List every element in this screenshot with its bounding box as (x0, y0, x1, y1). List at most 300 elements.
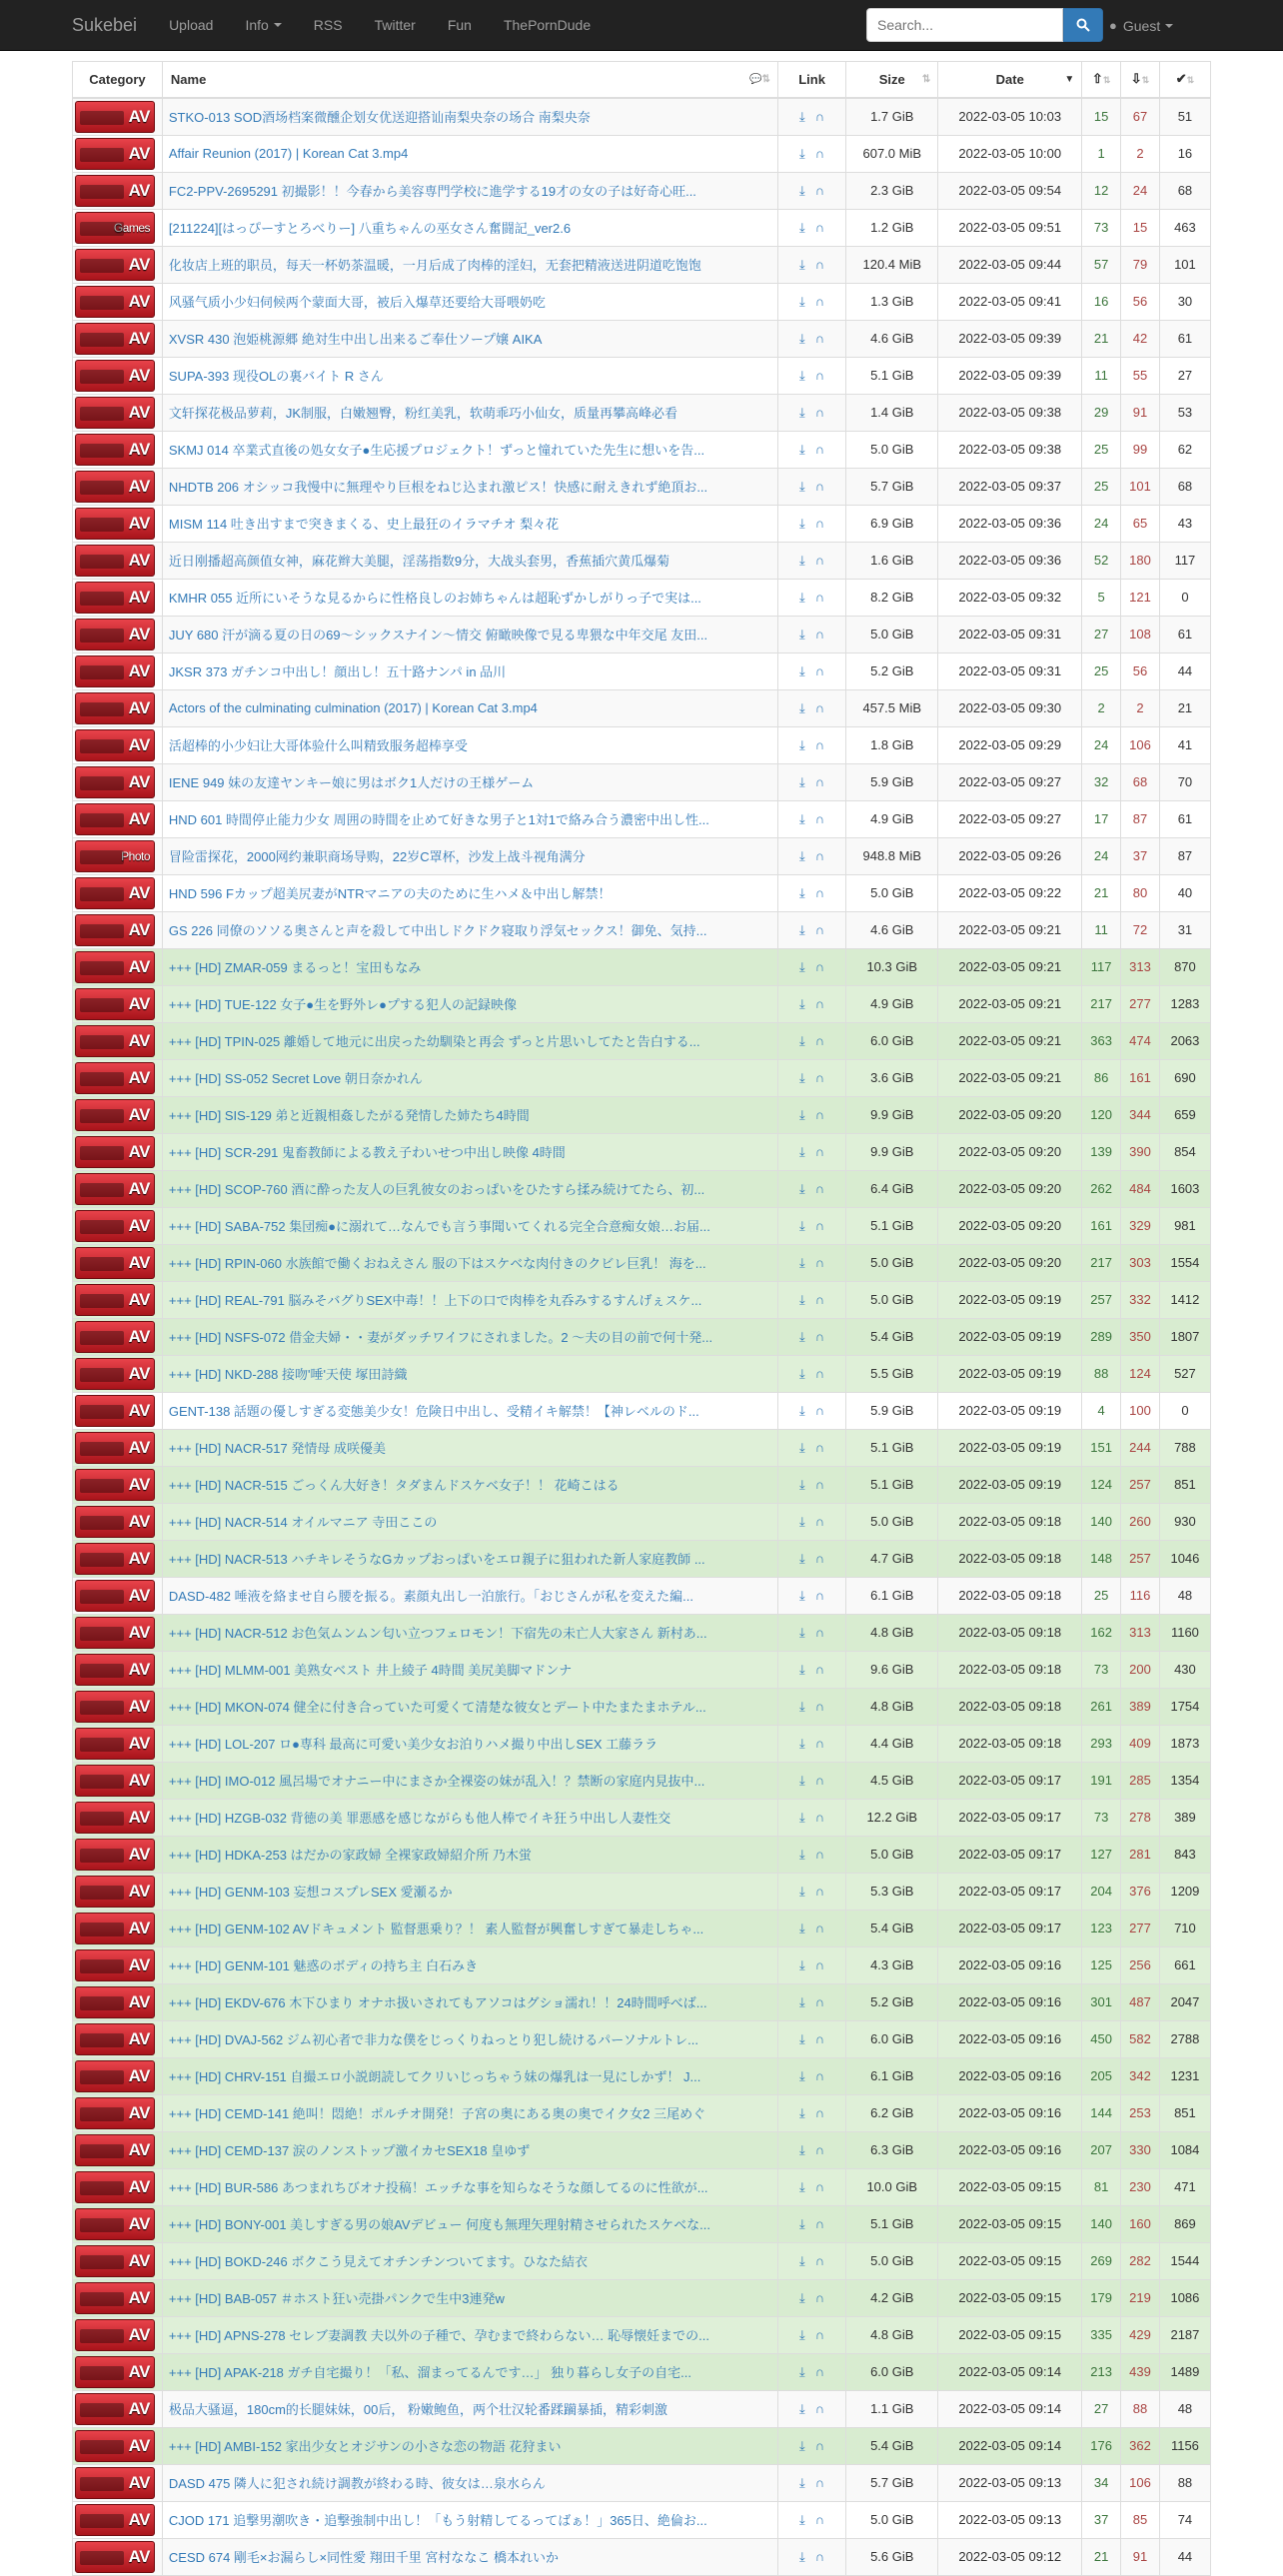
torrent-name-link[interactable]: +++ [HD] BOKD-246 ボクこう見えてオチンチンついてます。ひなた結衣 (168, 2254, 589, 2269)
category-badge[interactable]: AV (75, 951, 155, 983)
category-badge[interactable]: AV (75, 2504, 155, 2536)
category-badge[interactable]: AV (75, 988, 155, 1020)
download-icon[interactable]: ⤓ (799, 1180, 805, 1196)
torrent-name-link[interactable]: +++ [HD] APAK-218 ガチ自宅撮り！「私、溜まってるんです…」 独り暮らし女子の自宅... (168, 2365, 691, 2380)
torrent-name-link[interactable]: +++ [HD] HZGB-032 背徳の美 罪悪感を感じながらも他人棒でイキ狂う中出し人妻性交 (168, 1811, 671, 1826)
download-icon[interactable]: ⤓ (799, 1809, 805, 1825)
download-icon[interactable]: ⤓ (799, 1772, 805, 1788)
search-input[interactable] (866, 8, 1063, 42)
category-badge[interactable]: AV (75, 1469, 155, 1501)
download-icon[interactable]: ⤓ (799, 1328, 805, 1344)
size-cell: 5.1 GiB (846, 2205, 938, 2242)
magnet-icon[interactable]: ∩ (814, 2104, 825, 2120)
search-button[interactable] (1063, 8, 1103, 42)
download-icon[interactable]: ⤓ (799, 478, 805, 494)
magnet-icon[interactable]: ∩ (814, 2252, 825, 2268)
magnet-icon[interactable]: ∩ (814, 293, 825, 309)
magnet-icon[interactable]: ∩ (814, 1920, 825, 1935)
download-icon[interactable]: ⤓ (799, 108, 805, 124)
category-cell (73, 1577, 163, 1614)
magnet-icon[interactable]: ∩ (814, 1402, 825, 1418)
magnet-icon[interactable]: ∩ (814, 1587, 825, 1603)
category-badge[interactable]: AV (75, 2282, 155, 2314)
torrent-name-link[interactable]: +++ [HD] AMBI-152 家出少女とオジサンの小さな恋の物語 花狩まい (168, 2439, 562, 2454)
torrent-name-link[interactable]: +++ [HD] EKDV-676 木下ひまり オナホ扱いされてもアソコはグショ濡れ！！24時間呼べば... (168, 1995, 707, 2010)
category-badge[interactable]: AV (75, 2319, 155, 2351)
torrent-name-link[interactable]: +++ [HD] NACR-515 ごっくん大好き！タダまんドスケベ女子！！ 花崎こはる (168, 1478, 620, 1493)
download-icon[interactable]: ⤓ (799, 1698, 805, 1714)
download-icon[interactable]: ⤓ (799, 2104, 805, 2120)
magnet-icon[interactable]: ∩ (814, 515, 825, 531)
category-badge[interactable]: AV (75, 1247, 155, 1279)
magnet-icon[interactable]: ∩ (814, 2289, 825, 2305)
nav-theporndude[interactable]: ThePornDude (503, 17, 592, 33)
magnet-icon[interactable]: ∩ (814, 810, 825, 826)
torrent-name-link[interactable]: CESD 674 剛毛×お漏らし×同性愛 翔田千里 宮村ななこ 橋本れいか (168, 2550, 559, 2565)
magnet-icon[interactable]: ∩ (814, 1883, 825, 1899)
leechers-cell: 281 (1121, 1836, 1160, 1873)
category-badge[interactable]: AV (75, 545, 155, 577)
category-badge[interactable]: AV (75, 2430, 155, 2462)
torrent-name-link[interactable]: +++ [HD] NACR-513 ハチキレそうなGカップおっぱいをエロ親子に狙われた新人家庭教師 ... (168, 1552, 705, 1567)
magnet-icon[interactable]: ∩ (814, 884, 825, 900)
download-icon[interactable]: ⤓ (799, 2400, 805, 2416)
magnet-icon[interactable]: ∩ (814, 1439, 825, 1455)
magnet-icon[interactable]: ∩ (814, 2067, 825, 2083)
download-icon[interactable]: ⤓ (799, 1365, 805, 1381)
torrent-name-link[interactable]: +++ [HD] IMO-012 風呂場でオナニー中にまさか全裸姿の妹が乱入！？禁断の家庭内見抜中... (168, 1774, 705, 1789)
torrent-name-link[interactable]: +++ [HD] APNS-278 セレブ妻調教 夫以外の子種で、孕むまで終わらない… 恥辱懐妊までの... (168, 2328, 710, 2343)
torrent-name-link[interactable]: +++ [HD] SABA-752 集団痴●に溺れて…なんでも言う事聞いてくれる完全合意痴女娘…お届... (168, 1219, 710, 1234)
download-icon[interactable]: ⤓ (799, 2178, 805, 2194)
torrent-name-link[interactable]: +++ [HD] RPIN-060 水族館で働くおねえさん 服の下はスケベな肉付きのクビレ巨乳！ 海を... (168, 1256, 706, 1271)
torrent-name-link[interactable]: SUPA-393 现役OLの裏バイト R さん (168, 369, 384, 384)
torrent-name-link[interactable]: +++ [HD] LOL-207 ロ●専科 最高に可愛い美少女お泊りハメ撮り中出しSEX 工藤ララ (168, 1737, 658, 1752)
category-badge[interactable]: AV (75, 1025, 155, 1057)
magnet-icon[interactable]: ∩ (814, 2363, 825, 2379)
download-icon[interactable]: ⤓ (799, 810, 805, 826)
download-icon[interactable]: ⤓ (799, 1032, 805, 1048)
download-icon[interactable]: ⤓ (799, 884, 805, 900)
torrent-name-link[interactable]: +++ [HD] NACR-514 オイルマニア 寺田ここの (168, 1515, 438, 1530)
magnet-icon[interactable]: ∩ (814, 1143, 825, 1159)
torrent-name-link[interactable]: IENE 949 妹の友達ヤンキー娘に男はボク1人だけの王様ゲーム (168, 775, 535, 790)
category-badge[interactable]: AV (75, 2467, 155, 2499)
download-icon[interactable]: ⤓ (799, 1587, 805, 1603)
download-icon[interactable]: ⤓ (799, 921, 805, 937)
magnet-icon[interactable]: ∩ (814, 1993, 825, 2009)
torrent-name-link[interactable]: +++ [HD] BAB-057 ＃ホスト狂い売掛パンクで生中3連発w (168, 2291, 505, 2306)
magnet-icon[interactable]: ∩ (814, 1809, 825, 1825)
category-badge[interactable]: AV (75, 1839, 155, 1871)
header-name[interactable] (162, 62, 777, 98)
magnet-icon[interactable]: ∩ (814, 1735, 825, 1751)
torrent-name-link[interactable]: Affair Reunion (2017) | Korean Cat 3.mp4 (168, 146, 409, 161)
category-badge[interactable]: AV (75, 1580, 155, 1612)
category-badge[interactable]: AV (75, 619, 155, 650)
download-icon[interactable]: ⤓ (799, 367, 805, 383)
torrent-name-link[interactable]: DASD-482 唾液を絡ませ自ら腰を振る。素顔丸出し一泊旅行。「おじさんが私を変えた編... (168, 1589, 693, 1604)
torrent-name-link[interactable]: +++ [HD] BONY-001 美しすぎる男の娘AVデビュー 何度も無理矢理射精させられたスケベな... (168, 2217, 710, 2232)
torrent-name-link[interactable]: NHDTB 206 オシッコ我慢中に無理やり巨根をねじ込まれ激ピス！快感に耐えきれず絶頂お... (168, 480, 708, 495)
download-icon[interactable]: ⤓ (799, 2030, 805, 2046)
download-icon[interactable]: ⤓ (799, 589, 805, 605)
magnet-icon[interactable]: ∩ (814, 1698, 825, 1714)
magnet-icon[interactable]: ∩ (814, 108, 825, 124)
category-badge[interactable]: AV (75, 1876, 155, 1908)
torrent-name-link[interactable]: SKMJ 014 卒業式直後の処女女子●生応援プロジェクト！ずっと憧れていた先生に想いを告... (168, 443, 705, 458)
category-badge[interactable]: AV (75, 508, 155, 540)
magnet-icon[interactable]: ∩ (814, 626, 825, 642)
category-badge[interactable]: AV (75, 914, 155, 946)
torrent-name-link[interactable]: +++ [HD] BUR-586 あつまれちびオナ投稿！エッチな事を知らなそうな顔してるのに性欲が... (168, 2180, 708, 2195)
category-badge[interactable]: AV (75, 2245, 155, 2277)
comments-sort-icon[interactable]: 💬⇅ (749, 74, 770, 85)
magnet-icon[interactable]: ∩ (814, 1772, 825, 1788)
download-icon[interactable]: ⤓ (799, 256, 805, 272)
download-icon[interactable]: ⤓ (799, 293, 805, 309)
magnet-icon[interactable]: ∩ (814, 2548, 825, 2564)
category-badge[interactable]: AV (75, 2023, 155, 2055)
download-icon[interactable]: ⤓ (799, 1143, 805, 1159)
torrent-name-link[interactable]: +++ [HD] NACR-512 お色気ムンムン匂い立つフェロモン！下宿先の未亡人大家さん 新村あ... (168, 1626, 707, 1641)
category-badge[interactable]: AV (75, 1506, 155, 1538)
date-cell: 2022-03-05 09:38 (938, 394, 1082, 431)
magnet-icon[interactable]: ∩ (814, 1106, 825, 1122)
torrent-name-link[interactable]: 文轩探花极品萝莉，JK制服，白嫩翘臀，粉红美乳，软萌乖巧小仙女，质量再攀高峰必看 (168, 406, 678, 421)
download-icon[interactable]: ⤓ (799, 145, 805, 161)
category-badge[interactable]: AV (75, 1617, 155, 1649)
download-icon[interactable]: ⤓ (799, 2252, 805, 2268)
category-badge[interactable]: AV (75, 1654, 155, 1686)
download-icon[interactable]: ⤓ (799, 1476, 805, 1492)
magnet-icon[interactable]: ∩ (814, 552, 825, 568)
download-icon[interactable]: ⤓ (799, 699, 805, 715)
magnet-icon[interactable]: ∩ (814, 921, 825, 937)
header-seeders[interactable] (1082, 62, 1121, 98)
torrent-name-link[interactable]: HND 596 Fカップ超美尻妻がNTRマニアの夫のために生ハメ＆中出し解禁！ (168, 886, 612, 901)
torrent-name-link[interactable]: +++ [HD] SCR-291 鬼畜教師による教え子わいせつ中出し映像 4時間 (168, 1145, 566, 1160)
torrent-name-link[interactable]: +++ [HD] NACR-517 発情母 成咲優美 (168, 1441, 386, 1456)
torrent-name-link[interactable]: DASD 475 隣人に犯され続け調教が終わる時、彼女は…泉水らん (168, 2476, 546, 2491)
magnet-icon[interactable]: ∩ (814, 1513, 825, 1529)
category-badge[interactable]: Games (75, 212, 155, 244)
torrent-name-link[interactable]: +++ [HD] TUE-122 女子●生を野外レ●プする犯人の記録映像 (168, 997, 517, 1012)
table-row (73, 1836, 1211, 1873)
magnet-icon[interactable]: ∩ (814, 2178, 825, 2194)
torrent-name-link[interactable]: +++ [HD] MKON-074 健全に付き合っていた可愛くて清楚な彼女とデート中たまたまホテル... (168, 1700, 706, 1715)
download-icon[interactable]: ⤓ (799, 330, 805, 346)
torrent-name-link[interactable]: Actors of the culminating culmination (2017) | Korean Cat 3.mp4 (168, 700, 538, 715)
download-icon[interactable]: ⤓ (799, 1956, 805, 1972)
download-icon[interactable]: ⤓ (799, 995, 805, 1011)
category-badge[interactable]: AV (75, 1358, 155, 1390)
category-badge[interactable]: AV (75, 434, 155, 466)
download-icon[interactable]: ⤓ (799, 1846, 805, 1862)
torrent-name-link[interactable]: [211224][はっぴーすとろべりー] 八重ちゃんの巫女さん奮闘記_ver2.6 (168, 221, 572, 236)
category-badge[interactable]: AV (75, 1284, 155, 1316)
leechers-cell: 180 (1121, 542, 1160, 579)
category-badge[interactable]: AV (75, 655, 155, 687)
download-icon[interactable]: ⤓ (799, 2141, 805, 2157)
torrent-name-link[interactable]: GENT-138 話題の優しすぎる変態美少女！危険日中出し、受精イキ解禁！【神レベルのド... (168, 1404, 699, 1419)
magnet-icon[interactable]: ∩ (814, 773, 825, 789)
download-icon[interactable]: ⤓ (799, 2289, 805, 2305)
torrent-name-link[interactable]: +++ [HD] SCOP-760 酒に酔った友人の巨乳彼女のおっぱいをひたすら揉み続けてたら、初... (168, 1182, 705, 1197)
download-icon[interactable]: ⤓ (799, 2067, 805, 2083)
magnet-icon[interactable]: ∩ (814, 182, 825, 198)
category-badge[interactable]: AV (75, 1949, 155, 1981)
torrent-name-link[interactable]: HND 601 時間停止能力少女 周囲の時間を止めて好きな男子と1対1で絡み合う濃密中出し性... (168, 812, 709, 827)
category-badge[interactable]: AV (75, 2356, 155, 2388)
category-badge[interactable]: AV (75, 2171, 155, 2203)
links-cell (777, 1207, 845, 1244)
magnet-icon[interactable]: ∩ (814, 404, 825, 420)
magnet-icon[interactable]: ∩ (814, 2215, 825, 2231)
magnet-icon[interactable]: ∩ (814, 2400, 825, 2416)
nav-rss[interactable]: RSS (313, 17, 343, 33)
torrent-name-link[interactable]: +++ [HD] NKD-288 接吻'唾'天使 塚田詩織 (168, 1367, 408, 1382)
download-icon[interactable]: ⤓ (799, 1106, 805, 1122)
magnet-icon[interactable]: ∩ (814, 1365, 825, 1381)
torrent-name-link[interactable]: +++ [HD] SS-052 Secret Love 朝日奈かれん (168, 1071, 423, 1086)
category-badge[interactable]: AV (75, 101, 155, 133)
header-size[interactable] (846, 62, 938, 98)
category-badge[interactable]: AV (75, 2060, 155, 2092)
torrent-name-link[interactable]: JKSR 373 ガチンコ中出し！顔出し！五十路ナンパ in 品川 (168, 664, 507, 679)
magnet-icon[interactable]: ∩ (814, 367, 825, 383)
category-badge[interactable]: AV (75, 1728, 155, 1760)
torrent-name-link[interactable]: JUY 680 汗が滴る夏の日の69～シックスナイン～情交 俯瞰映像で見る卑猥な中年交尾 友田... (168, 628, 708, 643)
magnet-icon[interactable]: ∩ (814, 256, 825, 272)
category-badge[interactable]: AV (75, 1210, 155, 1242)
download-icon[interactable]: ⤓ (799, 2326, 805, 2342)
header-date[interactable] (938, 62, 1082, 98)
category-badge[interactable]: AV (75, 471, 155, 503)
links-cell (777, 2168, 845, 2205)
magnet-icon[interactable]: ∩ (814, 736, 825, 752)
torrent-name-link[interactable]: +++ [HD] HDKA-253 はだかの家政婦 全裸家政婦紹介所 乃木蛍 (168, 1848, 532, 1863)
nav-info[interactable] (245, 17, 281, 33)
torrent-name-link[interactable]: MISM 114 吐き出すまで突きまくる、史上最狂のイラマチオ 梨々花 (168, 517, 560, 532)
magnet-icon[interactable]: ∩ (814, 847, 825, 863)
category-badge[interactable]: AV (75, 1136, 155, 1168)
magnet-icon[interactable]: ∩ (814, 662, 825, 678)
magnet-icon[interactable]: ∩ (814, 478, 825, 494)
category-badge[interactable]: AV (75, 692, 155, 724)
torrent-name-link[interactable]: CJOD 171 追撃男潮吹き・追撃強制中出し！「もう射精してるってばぁ！」365日、絶倫お... (168, 2513, 707, 2528)
magnet-icon[interactable]: ∩ (814, 1032, 825, 1048)
torrent-name-link[interactable]: 近日刚播超高颜值女神，麻花辫大美腿，淫荡指数9分，大战头套男，香蕉插穴黄瓜爆菊 (168, 554, 670, 569)
torrent-name-link[interactable]: +++ [HD] GENM-103 妄想コスプレSEX 愛瀬るか (168, 1885, 453, 1900)
magnet-icon[interactable]: ∩ (814, 330, 825, 346)
category-badge[interactable]: AV (75, 1691, 155, 1723)
magnet-icon[interactable]: ∩ (814, 958, 825, 974)
torrent-name-link[interactable]: 极品大骚逼，180cm的长腿妹妹，00后， 粉嫩鲍鱼，两个壮汉轮番蹂躏暴插，精彩刺激 (168, 2402, 667, 2417)
torrent-name-link[interactable]: +++ [HD] CHRV-151 自撮エロ小説朗読してクリいじっちゃう妹の爆乳は一見にしかず！ J... (168, 2069, 701, 2084)
download-icon[interactable]: ⤓ (799, 2548, 805, 2564)
magnet-icon[interactable]: ∩ (814, 2141, 825, 2157)
download-icon[interactable]: ⤓ (799, 1883, 805, 1899)
magnet-icon[interactable]: ∩ (814, 1846, 825, 1862)
magnet-icon[interactable]: ∩ (814, 1291, 825, 1307)
torrent-name-link[interactable]: 风骚气质小少妇伺候两个蒙面大哥，被后入爆草还要给大哥喂奶吃 (168, 295, 546, 310)
torrent-name-link[interactable]: 冒险雷探花，2000网约兼职商场导购，22岁C罩杯，沙发上战斗视角满分 (168, 849, 586, 864)
category-badge[interactable]: AV (75, 2393, 155, 2425)
download-icon[interactable]: ⤓ (799, 2363, 805, 2379)
header-leechers[interactable] (1121, 62, 1160, 98)
name-cell (162, 357, 777, 394)
category-badge[interactable]: AV (75, 2208, 155, 2240)
download-icon[interactable]: ⤓ (799, 1920, 805, 1935)
download-icon[interactable]: ⤓ (799, 219, 805, 235)
nav-fun[interactable]: Fun (447, 17, 472, 33)
download-icon[interactable]: ⤓ (799, 1217, 805, 1233)
magnet-icon[interactable]: ∩ (814, 1550, 825, 1566)
leechers-cell: 88 (1121, 2390, 1160, 2427)
completed-cell: 869 (1159, 2205, 1210, 2242)
magnet-icon[interactable]: ∩ (814, 1328, 825, 1344)
download-icon[interactable]: ⤓ (799, 1513, 805, 1529)
download-icon[interactable]: ⤓ (799, 2511, 805, 2527)
category-badge[interactable]: AV (75, 1543, 155, 1575)
magnet-icon[interactable]: ∩ (814, 219, 825, 235)
category-badge[interactable]: AV (75, 1432, 155, 1464)
nav-twitter[interactable]: Twitter (374, 17, 416, 33)
category-badge[interactable]: AV (75, 582, 155, 614)
download-icon[interactable]: ⤓ (799, 626, 805, 642)
download-icon[interactable]: ⤓ (799, 1254, 805, 1270)
category-badge[interactable]: AV (75, 1913, 155, 1944)
download-icon[interactable]: ⤓ (799, 441, 805, 457)
magnet-icon[interactable]: ∩ (814, 441, 825, 457)
download-icon[interactable]: ⤓ (799, 552, 805, 568)
download-icon[interactable]: ⤓ (799, 2215, 805, 2231)
category-badge[interactable]: AV (75, 1062, 155, 1094)
download-icon[interactable]: ⤓ (799, 404, 805, 420)
name-cell (162, 1392, 777, 1429)
category-badge[interactable]: AV (75, 2097, 155, 2129)
category-badge[interactable]: AV (75, 323, 155, 355)
category-badge[interactable]: AV (75, 2541, 155, 2573)
category-badge[interactable]: AV (75, 803, 155, 835)
torrent-name-link[interactable]: +++ [HD] REAL-791 脳みそバグりSEX中毒！！上下の口で肉棒を丸呑みするすんげぇスケ... (168, 1293, 702, 1308)
category-badge[interactable]: AV (75, 286, 155, 318)
magnet-icon[interactable]: ∩ (814, 589, 825, 605)
download-icon[interactable]: ⤓ (799, 1735, 805, 1751)
torrent-name-link[interactable]: 化妆店上班的职员，每天一杯奶茶温暖，一月后成了肉棒的淫妇，无套把精液送进阴道吃饱饱 (168, 258, 701, 273)
leechers-cell: 257 (1121, 1466, 1160, 1503)
category-badge[interactable]: AV (75, 1986, 155, 2018)
torrent-name-link[interactable]: +++ [HD] GENM-102 AVドキュメント 監督悪乗り？！ 素人監督が興奮しすぎて暴走しちゃ... (168, 1922, 704, 1936)
torrent-name-link[interactable]: +++ [HD] CEMD-141 絶叫！悶絶！ポルチオ開発！子宮の奥にある奥の奥でイク女2 三尾めぐ (168, 2106, 706, 2121)
magnet-icon[interactable]: ∩ (814, 995, 825, 1011)
category-badge[interactable]: AV (75, 766, 155, 798)
download-icon[interactable]: ⤓ (799, 1624, 805, 1640)
magnet-icon[interactable]: ∩ (814, 2474, 825, 2490)
download-icon[interactable]: ⤓ (799, 1069, 805, 1085)
category-badge[interactable]: AV (75, 1395, 155, 1427)
category-badge[interactable]: Photo (75, 840, 155, 872)
magnet-icon[interactable]: ∩ (814, 1217, 825, 1233)
torrent-name-link[interactable]: +++ [HD] CEMD-137 涙のノンストップ激イカセSEX18 皇ゆず (168, 2143, 531, 2158)
torrent-name-link[interactable]: STKO-013 SOD酒场档案微醺企划女优送迎搭讪南梨央奈の场合 南梨央奈 (168, 110, 591, 125)
torrent-name-link[interactable]: XVSR 430 泡姫桃源郷 絶対生中出し出来るご奉仕ソープ嬢 AIKA (168, 332, 543, 347)
download-icon[interactable]: ⤓ (799, 847, 805, 863)
torrent-name-link[interactable]: KMHR 055 近所にいそうな見るからに性格良しのお姉ちゃんは超恥ずかしがりっ子で実は... (168, 591, 701, 606)
magnet-icon[interactable]: ∩ (814, 699, 825, 715)
magnet-icon[interactable]: ∩ (814, 1254, 825, 1270)
magnet-icon[interactable]: ∩ (814, 1476, 825, 1492)
torrent-name-link[interactable]: +++ [HD] MLMM-001 美熟女ベスト 井上綾子 4時間 美尻美脚マドンナ (168, 1663, 573, 1678)
category-badge[interactable]: AV (75, 729, 155, 761)
download-icon[interactable]: ⤓ (799, 515, 805, 531)
download-icon[interactable]: ⤓ (799, 2474, 805, 2490)
torrent-name-link[interactable]: FC2-PPV-2695291 初撮影！！今春から美容専門学校に進学する19才の女の子は好奇心旺... (168, 184, 696, 199)
download-icon[interactable]: ⤓ (799, 958, 805, 974)
category-badge[interactable]: AV (75, 175, 155, 207)
nav-upload[interactable]: Upload (169, 17, 214, 33)
category-cell (73, 431, 163, 468)
header-completed[interactable] (1159, 62, 1210, 98)
download-icon[interactable]: ⤓ (799, 1550, 805, 1566)
download-icon[interactable]: ⤓ (799, 1291, 805, 1307)
magnet-icon[interactable]: ∩ (814, 2511, 825, 2527)
torrent-name-link[interactable]: +++ [HD] GENM-101 魅惑のボディの持ち主 白石みき (168, 1958, 479, 1973)
category-badge[interactable]: AV (75, 249, 155, 281)
torrent-name-link[interactable]: +++ [HD] TPIN-025 離婚して地元に出戻った幼馴染と再会 ずっと片思いしてたと告白する... (168, 1034, 700, 1049)
torrent-name-link[interactable]: +++ [HD] NSFS-072 借金夫婦・・妻がダッチワイフにされました。2 ～夫の目の前で何十発... (168, 1330, 713, 1345)
magnet-icon[interactable]: ∩ (814, 2437, 825, 2453)
torrent-name-link[interactable]: GS 226 同僚のソソる奥さんと声を殺して中出しドクドク寝取り浮気セックス！御免、気持... (168, 923, 707, 938)
magnet-icon[interactable]: ∩ (814, 2030, 825, 2046)
download-icon[interactable]: ⤓ (799, 736, 805, 752)
magnet-icon[interactable]: ∩ (814, 2326, 825, 2342)
download-icon[interactable]: ⤓ (799, 2437, 805, 2453)
download-icon[interactable]: ⤓ (799, 1439, 805, 1455)
magnet-icon[interactable]: ∩ (814, 145, 825, 161)
category-badge[interactable]: AV (75, 1099, 155, 1131)
category-badge[interactable]: AV (75, 397, 155, 429)
category-badge[interactable]: AV (75, 1173, 155, 1205)
download-icon[interactable]: ⤓ (799, 1402, 805, 1418)
download-icon[interactable]: ⤓ (799, 1993, 805, 2009)
category-badge[interactable]: AV (75, 360, 155, 392)
category-badge[interactable]: AV (75, 2134, 155, 2166)
magnet-icon[interactable]: ∩ (814, 1661, 825, 1677)
magnet-icon[interactable]: ∩ (814, 1956, 825, 1972)
torrent-name-link[interactable]: +++ [HD] ZMAR-059 まるっと！宝田もなみ (168, 960, 422, 975)
date-cell: 2022-03-05 09:19 (938, 1281, 1082, 1318)
category-badge[interactable]: AV (75, 1765, 155, 1797)
category-badge[interactable]: AV (75, 877, 155, 909)
category-badge[interactable]: AV (75, 138, 155, 170)
magnet-icon[interactable]: ∩ (814, 1069, 825, 1085)
category-badge[interactable]: AV (75, 1321, 155, 1353)
download-icon[interactable]: ⤓ (799, 773, 805, 789)
torrent-name-link[interactable]: 活超棒的小少妇让大哥体验什么叫精致服务超棒享受 (168, 738, 468, 753)
category-badge[interactable]: AV (75, 1802, 155, 1834)
torrent-name-link[interactable]: +++ [HD] SIS-129 弟と近親相姦したがる発情した姉たち4時間 (168, 1108, 530, 1123)
magnet-icon[interactable]: ∩ (814, 1624, 825, 1640)
user-menu[interactable] (1109, 0, 1173, 51)
brand-logo[interactable]: Sukebei (72, 14, 138, 35)
download-icon[interactable]: ⤓ (799, 1661, 805, 1677)
magnet-icon[interactable]: ∩ (814, 1180, 825, 1196)
download-icon[interactable]: ⤓ (799, 662, 805, 678)
torrent-name-link[interactable]: +++ [HD] DVAJ-562 ジム初心者で非力な僕をじっくりねっとり犯し続けるパーソナルトレ... (168, 2032, 698, 2047)
download-icon[interactable]: ⤓ (799, 182, 805, 198)
